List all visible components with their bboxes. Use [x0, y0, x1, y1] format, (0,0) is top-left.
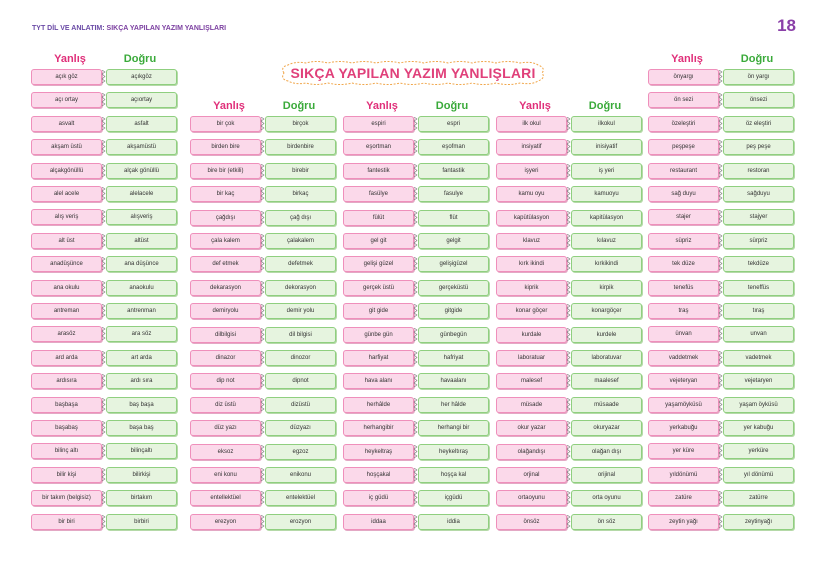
correct-spelling: okuryazar	[571, 420, 642, 436]
wrong-spelling: klavuz	[496, 233, 567, 249]
word-pair-row	[190, 490, 336, 506]
title-banner	[276, 58, 550, 88]
correct-spelling: her hâlde	[418, 397, 489, 413]
correct-spelling: kılavuz	[571, 233, 642, 249]
correct-spelling: konargöçer	[571, 303, 642, 319]
word-pair-row	[496, 350, 642, 366]
wrong-spelling: yaşamöyküsü	[648, 397, 719, 413]
correct-spelling: çağ dışı	[265, 210, 336, 226]
word-pair-row	[343, 490, 489, 506]
page-number: 18	[777, 16, 796, 35]
page-header	[32, 25, 226, 32]
wrong-spelling: önyargı	[648, 69, 719, 85]
correct-spelling: ana düşünce	[106, 256, 177, 272]
word-pair-row	[648, 186, 794, 202]
correct-spelling: yer kabuğu	[723, 420, 794, 436]
correct-spelling: tekdüze	[723, 256, 794, 272]
correct-spelling: birebir	[265, 163, 336, 179]
wrong-spelling: bir kaç	[190, 186, 261, 202]
correct-spelling: vejetaryen	[723, 373, 794, 389]
wrong-spelling: vejeteryan	[648, 373, 719, 389]
correct-spelling: dil bilgisi	[265, 327, 336, 343]
correct-spelling: birçok	[265, 116, 336, 132]
correct-spelling: açıortay	[106, 92, 177, 108]
correct-spelling: gelgit	[418, 233, 489, 249]
word-pair-row	[496, 420, 642, 436]
correct-spelling: önsezi	[723, 92, 794, 108]
wrong-spelling: alış veriş	[31, 209, 102, 225]
page-title: SIKÇA YAPILAN YAZIM YANLIŞLARI	[290, 65, 536, 81]
correct-spelling: unvan	[723, 326, 794, 342]
word-pair-row	[190, 139, 336, 155]
wrong-spelling: işyeri	[496, 163, 567, 179]
word-pair-row	[343, 303, 489, 319]
word-pair-row	[343, 139, 489, 155]
word-pair-row	[31, 397, 177, 413]
wrong-spelling: bilinç altı	[31, 443, 102, 459]
wrong-spelling: yerkabuğu	[648, 420, 719, 436]
wrong-spelling: yer küre	[648, 443, 719, 459]
correct-spelling: gelişigüzel	[418, 256, 489, 272]
wrong-spelling: git gide	[343, 303, 414, 319]
wrong-spelling: gerçek üstü	[343, 280, 414, 296]
word-pair-row	[496, 303, 642, 319]
word-pair-row	[496, 490, 642, 506]
word-pair-row	[190, 186, 336, 202]
correct-spelling: dizüstü	[265, 397, 336, 413]
wrong-spelling: gel git	[343, 233, 414, 249]
word-pair-row	[31, 280, 177, 296]
correct-spelling: zeytinyağı	[723, 514, 794, 530]
correct-spelling: çalakalem	[265, 233, 336, 249]
word-pair-row	[190, 350, 336, 366]
wrong-spelling: ortaoyunu	[496, 490, 567, 506]
wrong-spelling: başabaş	[31, 420, 102, 436]
correct-spelling: ardı sıra	[106, 373, 177, 389]
word-pair-row	[648, 397, 794, 413]
word-pair-row	[343, 116, 489, 132]
correct-spelling: altüst	[106, 233, 177, 249]
wrong-spelling: çala kalem	[190, 233, 261, 249]
word-pair-row	[31, 186, 177, 202]
wrong-spelling: kapütülasyon	[496, 210, 567, 226]
correct-spelling: antrenman	[106, 303, 177, 319]
wrong-spelling: ön sezi	[648, 92, 719, 108]
word-pair-row	[496, 280, 642, 296]
correct-spelling: art arda	[106, 350, 177, 366]
correct-spelling: gerçeküstü	[418, 280, 489, 296]
correct-spelling: hoşça kal	[418, 467, 489, 483]
wrong-spelling: dip not	[190, 373, 261, 389]
wrong-spelling: konar göçer	[496, 303, 567, 319]
correct-spelling: bilirkişi	[106, 467, 177, 483]
word-pair-row	[190, 373, 336, 389]
correct-spelling: birdenbire	[265, 139, 336, 155]
correct-spelling: inisiyatif	[571, 139, 642, 155]
word-pair-row	[31, 467, 177, 483]
wrong-spelling: dilbilgisi	[190, 327, 261, 343]
wrong-spelling: açık göz	[31, 69, 102, 85]
word-pair-row	[190, 116, 336, 132]
word-pair-row	[190, 210, 336, 226]
right-header: Doğru	[282, 100, 316, 112]
word-pair-row	[648, 514, 794, 530]
word-pair-row	[343, 186, 489, 202]
word-pair-row	[31, 163, 177, 179]
wrong-spelling: yıldönümü	[648, 467, 719, 483]
word-pair-row	[648, 116, 794, 132]
wrong-spelling: düz yazı	[190, 420, 261, 436]
right-header: Doğru	[435, 100, 469, 112]
wrong-spelling: birden bire	[190, 139, 261, 155]
wrong-header: Yanlış	[213, 100, 245, 112]
wrong-spelling: müsade	[496, 397, 567, 413]
topic-label: SIKÇA YAPILAN YAZIM YANLIŞLARI	[106, 25, 227, 32]
word-pair-row	[31, 373, 177, 389]
right-header: Doğru	[740, 53, 774, 65]
word-pair-row	[343, 327, 489, 343]
correct-spelling: eşofman	[418, 139, 489, 155]
word-pair-row	[190, 420, 336, 436]
correct-spelling: günbegün	[418, 327, 489, 343]
wrong-spelling: ard arda	[31, 350, 102, 366]
wrong-spelling: restaurant	[648, 163, 719, 179]
correct-spelling: dinozor	[265, 350, 336, 366]
wrong-spelling: kiprik	[496, 280, 567, 296]
word-pair-row	[190, 280, 336, 296]
correct-spelling: kurdele	[571, 327, 642, 343]
word-pair-row	[648, 350, 794, 366]
wrong-spelling: sağ duyu	[648, 186, 719, 202]
word-pair-row	[343, 350, 489, 366]
word-pair-row	[31, 233, 177, 249]
wrong-spelling: fülüt	[343, 210, 414, 226]
word-pair-row	[648, 92, 794, 108]
correct-spelling: vadetmek	[723, 350, 794, 366]
word-pair-row	[496, 116, 642, 132]
correct-spelling: asfalt	[106, 116, 177, 132]
section-label: TYT DİL VE ANLATIM:	[32, 25, 105, 32]
wrong-spelling: demiryolu	[190, 303, 261, 319]
correct-spelling: defetmek	[265, 256, 336, 272]
correct-spelling: dekorasyon	[265, 280, 336, 296]
word-pair-row	[190, 233, 336, 249]
correct-spelling: ön söz	[571, 514, 642, 530]
wrong-spelling: laboratuar	[496, 350, 567, 366]
correct-spelling: stajyer	[723, 209, 794, 225]
correct-spelling: birtakım	[106, 490, 177, 506]
word-pair-row	[648, 233, 794, 249]
word-pair-row	[343, 444, 489, 460]
correct-spelling: havaalanı	[418, 373, 489, 389]
correct-spelling: gitgide	[418, 303, 489, 319]
wrong-spelling: ünvan	[648, 326, 719, 342]
wrong-spelling: espiri	[343, 116, 414, 132]
wrong-spelling: bilir kişi	[31, 467, 102, 483]
wrong-spelling: çağdışı	[190, 210, 261, 226]
word-pair-row	[496, 444, 642, 460]
word-pair-row	[343, 163, 489, 179]
correct-spelling: fasulye	[418, 186, 489, 202]
correct-spelling: ön yargı	[723, 69, 794, 85]
word-pair-row	[31, 69, 177, 85]
correct-spelling: ara söz	[106, 326, 177, 342]
correct-spelling: alçak gönüllü	[106, 163, 177, 179]
wrong-spelling: hoşçakal	[343, 467, 414, 483]
wrong-spelling: bire bir (etkili)	[190, 163, 261, 179]
wrong-spelling: antreman	[31, 303, 102, 319]
correct-spelling: espri	[418, 116, 489, 132]
correct-spelling: birbiri	[106, 514, 177, 530]
correct-spelling: iş yeri	[571, 163, 642, 179]
correct-spelling: kamuoyu	[571, 186, 642, 202]
word-pair-row	[190, 514, 336, 530]
wrong-spelling: stajer	[648, 209, 719, 225]
wrong-spelling: ilk okul	[496, 116, 567, 132]
correct-spelling: entelektüel	[265, 490, 336, 506]
word-pair-row	[648, 209, 794, 225]
word-pair-row	[648, 139, 794, 155]
wrong-spelling: arasöz	[31, 326, 102, 342]
correct-spelling: teneffüs	[723, 280, 794, 296]
correct-spelling: müsaade	[571, 397, 642, 413]
word-pair-row	[190, 327, 336, 343]
wrong-spelling: bir takım (belgisiz)	[31, 490, 102, 506]
wrong-header: Yanlış	[366, 100, 398, 112]
correct-spelling: enikonu	[265, 467, 336, 483]
wrong-spelling: kırk ikindi	[496, 256, 567, 272]
wrong-spelling: dekarasyon	[190, 280, 261, 296]
correct-spelling: kırkikindi	[571, 256, 642, 272]
correct-spelling: içgüdü	[418, 490, 489, 506]
correct-spelling: egzoz	[265, 444, 336, 460]
correct-spelling: baş başa	[106, 397, 177, 413]
right-header: Doğru	[123, 53, 157, 65]
wrong-spelling: okur yazar	[496, 420, 567, 436]
wrong-spelling: vaddetmek	[648, 350, 719, 366]
correct-spelling: tıraş	[723, 303, 794, 319]
correct-spelling: yaşam öyküsü	[723, 397, 794, 413]
correct-spelling: herhangi bir	[418, 420, 489, 436]
word-pair-row	[343, 280, 489, 296]
wrong-spelling: gelişi güzel	[343, 256, 414, 272]
word-pair-row	[31, 303, 177, 319]
correct-spelling: peş peşe	[723, 139, 794, 155]
wrong-spelling: def etmek	[190, 256, 261, 272]
correct-spelling: yerküre	[723, 443, 794, 459]
correct-spelling: alelacele	[106, 186, 177, 202]
word-pair-row	[496, 163, 642, 179]
word-pair-row	[648, 490, 794, 506]
right-header: Doğru	[588, 100, 622, 112]
wrong-spelling: fasülye	[343, 186, 414, 202]
word-pair-row	[343, 420, 489, 436]
wrong-spelling: günbe gün	[343, 327, 414, 343]
word-pair-row	[343, 256, 489, 272]
wrong-spelling: eşortman	[343, 139, 414, 155]
word-pair-row	[343, 373, 489, 389]
wrong-spelling: orjinal	[496, 467, 567, 483]
word-pair-row	[190, 397, 336, 413]
correct-spelling: kapitülasyon	[571, 210, 642, 226]
word-pair-row	[496, 186, 642, 202]
wrong-spelling: tek düze	[648, 256, 719, 272]
wrong-spelling: dinazor	[190, 350, 261, 366]
wrong-spelling: harfiyat	[343, 350, 414, 366]
word-pair-row	[31, 92, 177, 108]
wrong-spelling: anadüşünce	[31, 256, 102, 272]
word-pair-row	[496, 327, 642, 343]
wrong-spelling: erezyon	[190, 514, 261, 530]
wrong-spelling: alçakgönüllü	[31, 163, 102, 179]
word-pair-row	[190, 467, 336, 483]
correct-spelling: akşamüstü	[106, 139, 177, 155]
word-pair-row	[496, 210, 642, 226]
word-pair-row	[648, 443, 794, 459]
wrong-spelling: iç güdü	[343, 490, 414, 506]
word-pair-row	[496, 397, 642, 413]
word-pair-row	[343, 514, 489, 530]
correct-spelling: olağan dışı	[571, 444, 642, 460]
word-pair-row	[31, 256, 177, 272]
correct-spelling: iddia	[418, 514, 489, 530]
correct-spelling: yıl dönümü	[723, 467, 794, 483]
wrong-spelling: açı ortay	[31, 92, 102, 108]
word-pair-row	[496, 373, 642, 389]
wrong-spelling: herhâlde	[343, 397, 414, 413]
word-pair-row	[31, 209, 177, 225]
correct-spelling: hafriyat	[418, 350, 489, 366]
word-pair-row	[31, 490, 177, 506]
correct-spelling: sürpriz	[723, 233, 794, 249]
correct-spelling: heykeltıraş	[418, 444, 489, 460]
wrong-spelling: peşpeşe	[648, 139, 719, 155]
correct-spelling: anaokulu	[106, 280, 177, 296]
word-pair-row	[31, 116, 177, 132]
word-pair-row	[648, 303, 794, 319]
correct-spelling: sağduyu	[723, 186, 794, 202]
word-pair-row	[648, 326, 794, 342]
wrong-spelling: bir çok	[190, 116, 261, 132]
word-pair-row	[31, 514, 177, 530]
word-pair-row	[31, 139, 177, 155]
word-pair-row	[648, 69, 794, 85]
correct-spelling: fantastik	[418, 163, 489, 179]
wrong-spelling: bir biri	[31, 514, 102, 530]
wrong-header: Yanlış	[54, 53, 86, 65]
wrong-spelling: asvalt	[31, 116, 102, 132]
correct-spelling: orijinal	[571, 467, 642, 483]
wrong-spelling: kurdale	[496, 327, 567, 343]
word-pair-row	[190, 444, 336, 460]
wrong-spelling: eni konu	[190, 467, 261, 483]
wrong-spelling: alel acele	[31, 186, 102, 202]
wrong-spelling: insiyatif	[496, 139, 567, 155]
wrong-spelling: akşam üstü	[31, 139, 102, 155]
wrong-spelling: traş	[648, 303, 719, 319]
wrong-spelling: malesef	[496, 373, 567, 389]
word-pair-row	[190, 256, 336, 272]
word-pair-row	[496, 514, 642, 530]
wrong-spelling: heykeltraş	[343, 444, 414, 460]
correct-spelling: dipnot	[265, 373, 336, 389]
wrong-spelling: zatüre	[648, 490, 719, 506]
correct-spelling: ilkokul	[571, 116, 642, 132]
wrong-spelling: olağandışı	[496, 444, 567, 460]
word-pair-row	[31, 326, 177, 342]
correct-spelling: açıkgöz	[106, 69, 177, 85]
wrong-spelling: ana okulu	[31, 280, 102, 296]
wrong-spelling: fantestik	[343, 163, 414, 179]
word-pair-row	[648, 373, 794, 389]
wrong-spelling: diz üstü	[190, 397, 261, 413]
wrong-spelling: iddaa	[343, 514, 414, 530]
word-pair-row	[496, 256, 642, 272]
correct-spelling: laboratuvar	[571, 350, 642, 366]
wrong-spelling: alt üst	[31, 233, 102, 249]
word-pair-row	[343, 397, 489, 413]
word-pair-row	[496, 233, 642, 249]
correct-spelling: öz eleştiri	[723, 116, 794, 132]
word-pair-row	[190, 163, 336, 179]
word-pair-row	[343, 467, 489, 483]
word-pair-row	[648, 163, 794, 179]
wrong-spelling: tenefüs	[648, 280, 719, 296]
correct-spelling: düzyazı	[265, 420, 336, 436]
wrong-spelling: ardısıra	[31, 373, 102, 389]
correct-spelling: orta oyunu	[571, 490, 642, 506]
word-pair-row	[343, 210, 489, 226]
word-pair-row	[648, 256, 794, 272]
word-pair-row	[648, 467, 794, 483]
correct-spelling: flüt	[418, 210, 489, 226]
wrong-spelling: özeleştiri	[648, 116, 719, 132]
correct-spelling: zatürre	[723, 490, 794, 506]
wrong-spelling: eksoz	[190, 444, 261, 460]
wrong-spelling: hava alanı	[343, 373, 414, 389]
wrong-spelling: süpriz	[648, 233, 719, 249]
word-pair-row	[648, 420, 794, 436]
word-pair-row	[31, 350, 177, 366]
correct-spelling: başa baş	[106, 420, 177, 436]
wrong-spelling: herhangibir	[343, 420, 414, 436]
word-pair-row	[190, 303, 336, 319]
wrong-spelling: önsöz	[496, 514, 567, 530]
word-pair-row	[343, 233, 489, 249]
wrong-spelling: zeytin yağı	[648, 514, 719, 530]
wrong-header: Yanlış	[519, 100, 551, 112]
correct-spelling: kirpik	[571, 280, 642, 296]
correct-spelling: restoran	[723, 163, 794, 179]
correct-spelling: demir yolu	[265, 303, 336, 319]
wrong-spelling: entellektüel	[190, 490, 261, 506]
word-pair-row	[648, 280, 794, 296]
correct-spelling: maalesef	[571, 373, 642, 389]
wrong-header: Yanlış	[671, 53, 703, 65]
word-pair-row	[31, 420, 177, 436]
wrong-spelling: başbaşa	[31, 397, 102, 413]
correct-spelling: erozyon	[265, 514, 336, 530]
correct-spelling: birkaç	[265, 186, 336, 202]
wrong-spelling: kamu oyu	[496, 186, 567, 202]
word-pair-row	[496, 467, 642, 483]
word-pair-row	[31, 443, 177, 459]
word-pair-row	[496, 139, 642, 155]
correct-spelling: bilinçaltı	[106, 443, 177, 459]
correct-spelling: alışveriş	[106, 209, 177, 225]
